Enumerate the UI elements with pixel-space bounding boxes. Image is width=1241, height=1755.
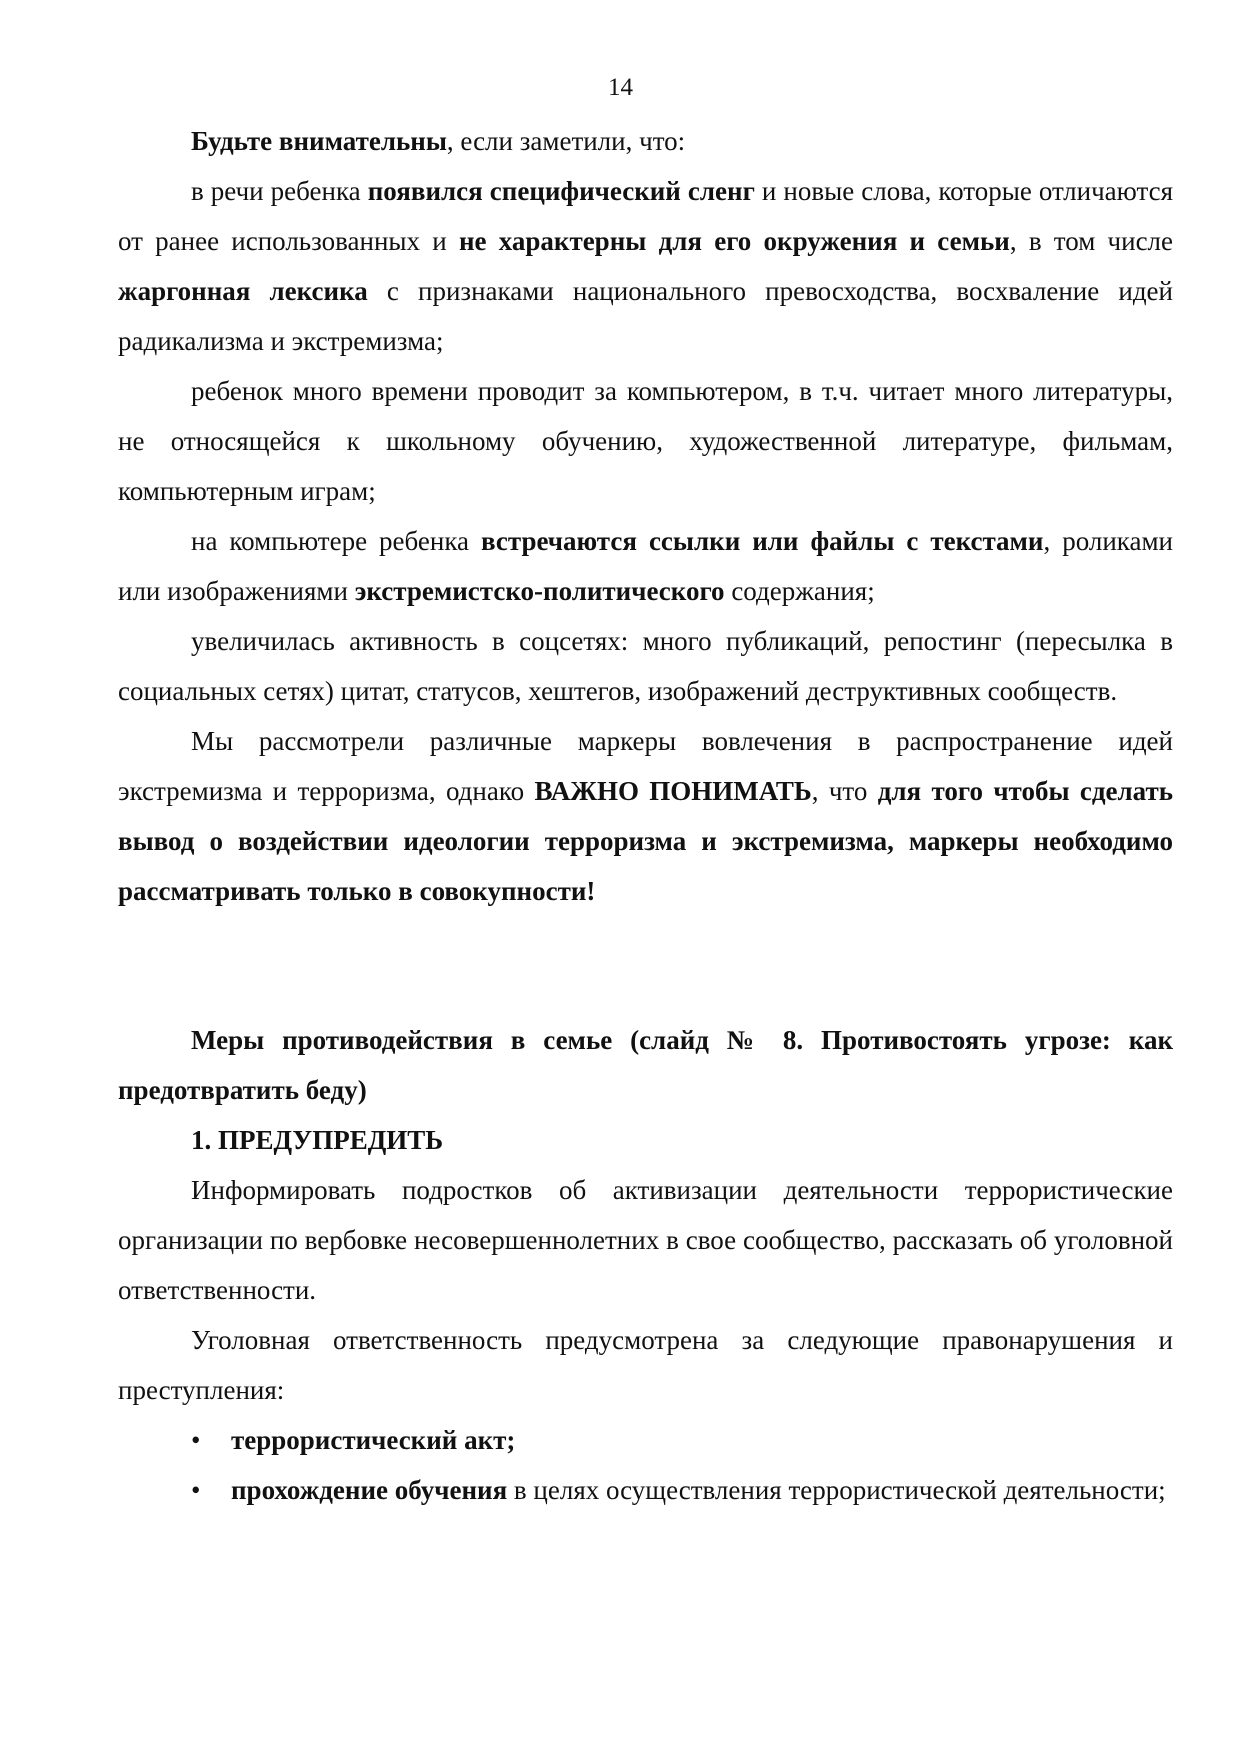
page-body	[118, 116, 1173, 1515]
bold-text: Будьте внимательны	[191, 126, 447, 156]
paragraph-computer-time: ребенок много времени проводит за компьютером, в т.ч. читает много литературы, не относящейся к школьному обучению, художественной литературе, фильмам, компьютерным играм;	[118, 376, 1173, 506]
paragraph-markers	[118, 716, 1173, 916]
paragraph-attention	[118, 116, 1173, 166]
text: , что	[811, 776, 878, 806]
section-heading	[118, 1015, 1173, 1115]
text: , в том числе	[1009, 226, 1174, 256]
paragraph-inform: Информировать подростков об активизации деятельности террористические организации по вербовке несовершеннолетних в свое сообщество, рассказать об уголовной ответственности.	[118, 1175, 1173, 1305]
text: , роликами или изображениями	[118, 526, 1173, 606]
bullet-icon: •	[191, 1475, 201, 1505]
paragraph-liability: Уголовная ответственность предусмотрена за следующие правонарушения и преступления:	[118, 1325, 1173, 1405]
text: на компьютере ребенка	[191, 526, 481, 556]
text: содержания;	[724, 576, 875, 606]
bullet-icon: •	[191, 1425, 201, 1455]
bold-text: прохождение обучения	[231, 1475, 508, 1505]
bullet-item	[118, 1465, 1173, 1515]
heading-text: Меры противодействия в семье (слайд № 8. Противостоять угрозе: как предотвратить беду)	[118, 1025, 1173, 1105]
bold-text: жаргонная лексика	[118, 276, 368, 306]
paragraph-slang	[118, 166, 1173, 366]
subsection-heading	[118, 1115, 1173, 1165]
text: и новые слова, которые отличаются от ранее использованных и	[118, 176, 1173, 256]
text: в речи ребенка	[191, 176, 368, 206]
page-number: 14	[608, 74, 633, 101]
subheading-text: 1. ПРЕДУПРЕДИТЬ	[191, 1125, 444, 1155]
bold-text: экстремистско-политического	[354, 576, 725, 606]
text: с признаками национального превосходства, восхваление идей радикализма и экстремизма;	[118, 276, 1173, 356]
bold-text: встречаются ссылки или файлы с текстами	[480, 526, 1044, 556]
bullet-item	[118, 1415, 1173, 1465]
text: в целях осуществления террористической деятельности;	[507, 1475, 1166, 1505]
text: , если заметили, что:	[446, 126, 686, 156]
paragraph-social-activity: увеличилась активность в соцсетях: много публикаций, репостинг (пересылка в социальных сетях) цитат, статусов, хештегов, изображений деструктивных сообществ.	[118, 626, 1173, 706]
bold-text: террористический акт;	[231, 1425, 516, 1455]
bold-text: ВАЖНО ПОНИМАТЬ	[534, 776, 812, 806]
bold-text: появился специфический сленг	[367, 176, 755, 206]
text: Мы рассмотрели различные маркеры вовлечения в распространение идей экстремизма и терроризма, однако	[118, 726, 1173, 806]
bold-text: для того чтобы сделать вывод о воздействии идеологии терроризма и экстремизма, маркеры необходимо рассматривать только в совокупности!	[118, 776, 1173, 906]
paragraph-files	[118, 516, 1173, 616]
bold-text: не характерны для его окружения и семьи	[458, 226, 1010, 256]
